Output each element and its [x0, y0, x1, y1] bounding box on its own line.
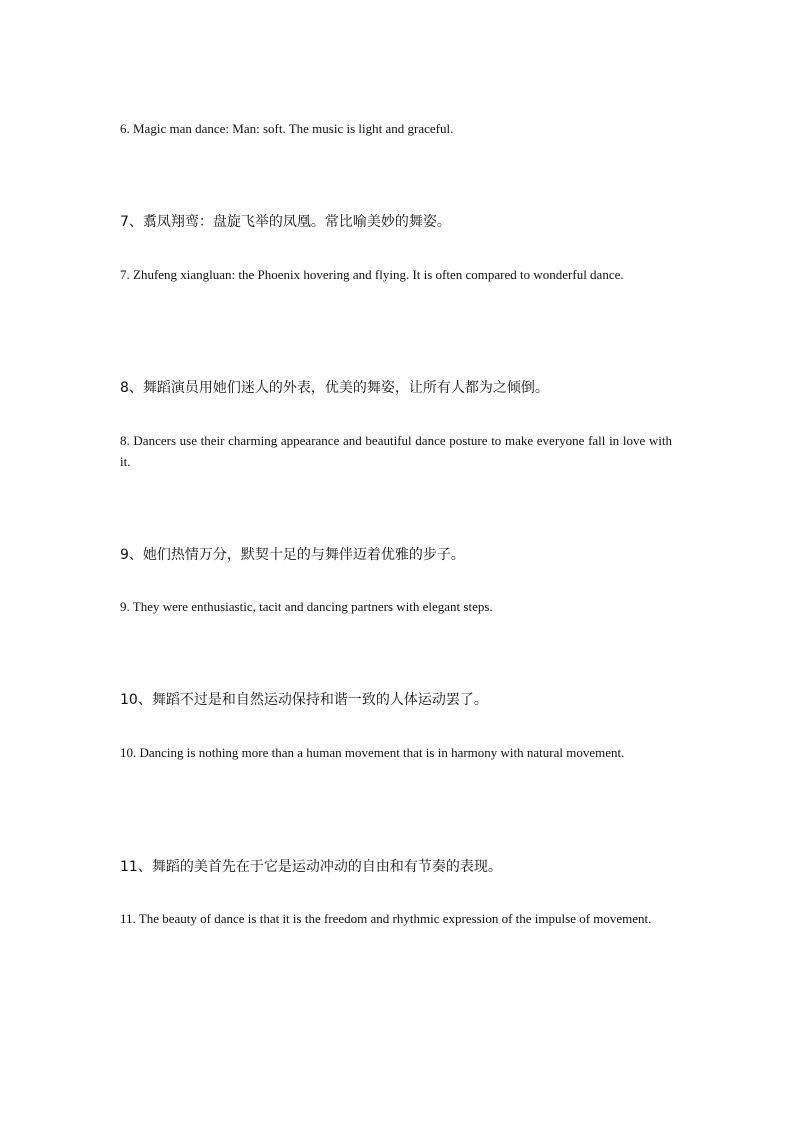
entry-9-chinese: 9、她们热情万分，默契十足的与舞伴迈着优雅的步子。: [120, 547, 465, 563]
entry-7-english: 7. Zhufeng xiangluan: the Phoenix hovering and flying. It is often compared to wonderful dance.: [120, 267, 624, 282]
entry-8-english: 8. Dancers use their charming appearance and beautiful dance posture to make everyone fall in love with it.: [120, 433, 672, 469]
entry-7-chinese: 7、翥凤翔鸾：盘旋飞举的凤凰。常比喻美妙的舞姿。: [120, 214, 451, 230]
entry-11-chinese: 11、舞蹈的美首先在于它是运动冲动的自由和有节奏的表现。: [120, 859, 502, 875]
entry-10-chinese: 10、舞蹈不过是和自然运动保持和谐一致的人体运动罢了。: [120, 692, 488, 708]
entry-6-english: 6. Magic man dance: Man: soft. The music is light and graceful.: [120, 121, 454, 136]
entry-11-english: 11. The beauty of dance is that it is the freedom and rhythmic expression of the impulse of movement.: [120, 911, 652, 926]
entry-8-chinese: 8、舞蹈演员用她们迷人的外表，优美的舞姿，让所有人都为之倾倒。: [120, 380, 549, 396]
entry-9-english: 9. They were enthusiastic, tacit and dancing partners with elegant steps.: [120, 599, 493, 614]
entry-10-english: 10. Dancing is nothing more than a human movement that is in harmony with natural movement.: [120, 745, 625, 760]
